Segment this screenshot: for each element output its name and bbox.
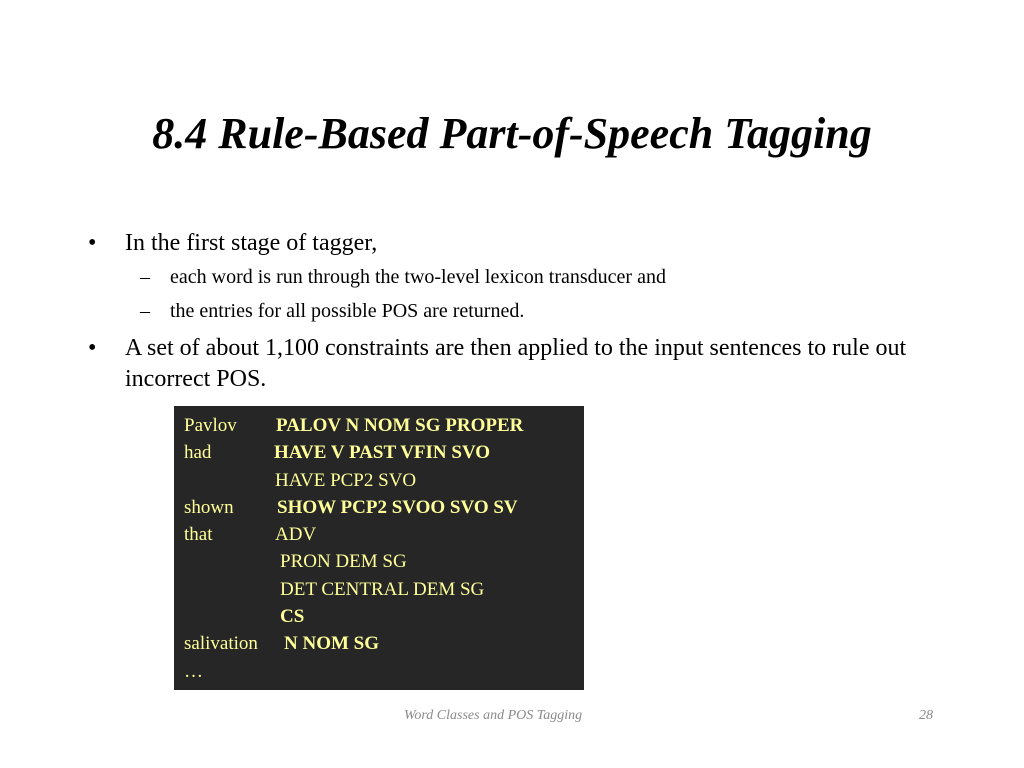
code-line: [174, 412, 584, 439]
code-word: salivation: [184, 633, 258, 655]
footer-title: Word Classes and POS Tagging: [404, 708, 583, 723]
code-line: [174, 494, 584, 521]
sub-bullet-mark: –: [140, 300, 150, 322]
code-line: [174, 521, 584, 548]
code-tag: N NOM SG: [284, 633, 379, 655]
bullet-text: In the first stage of tagger,: [125, 230, 378, 256]
code-tag: HAVE PCP2 SVO: [275, 469, 417, 491]
sub-bullet-text: each word is run through the two-level lexicon transducer and: [170, 266, 666, 288]
tagging-example-box: [174, 406, 584, 690]
code-line: [174, 603, 584, 630]
bullet-mark: •: [88, 230, 97, 256]
code-word: …: [184, 660, 203, 682]
sub-bullet-item: [140, 264, 940, 290]
code-tag: HAVE V PAST VFIN SVO: [274, 442, 491, 464]
code-line: [174, 630, 584, 657]
code-word: shown: [184, 496, 234, 518]
code-word: had: [184, 442, 212, 464]
code-tag: SHOW PCP2 SVOO SVO SV: [277, 496, 518, 518]
slide-title: 8.4 Rule-Based Part-of-Speech Tagging: [152, 109, 872, 158]
code-tag: PALOV N NOM SG PROPER: [276, 415, 524, 436]
code-word: Pavlov: [184, 415, 237, 436]
bullet-item: [88, 228, 948, 259]
bullet-text: A set of about 1,100 constraints are then applied to the input sentences to rule out incorrect POS.: [125, 335, 907, 392]
bullet-item: [88, 333, 948, 395]
code-tag: PRON DEM SG: [280, 551, 407, 573]
code-line: [174, 658, 584, 685]
page-number: 28: [919, 708, 933, 723]
bullet-mark: •: [88, 335, 97, 361]
code-line: [174, 467, 584, 494]
sub-bullet-item: [140, 298, 940, 324]
code-tag: ADV: [275, 524, 317, 546]
code-tag: CS: [280, 606, 305, 628]
code-line: [174, 576, 584, 603]
code-word: that: [184, 524, 213, 546]
code-line: [174, 439, 584, 466]
code-tag: DET CENTRAL DEM SG: [280, 578, 485, 600]
code-line: [174, 548, 584, 575]
sub-bullet-mark: –: [140, 266, 150, 288]
sub-bullet-text: the entries for all possible POS are returned.: [170, 300, 525, 322]
